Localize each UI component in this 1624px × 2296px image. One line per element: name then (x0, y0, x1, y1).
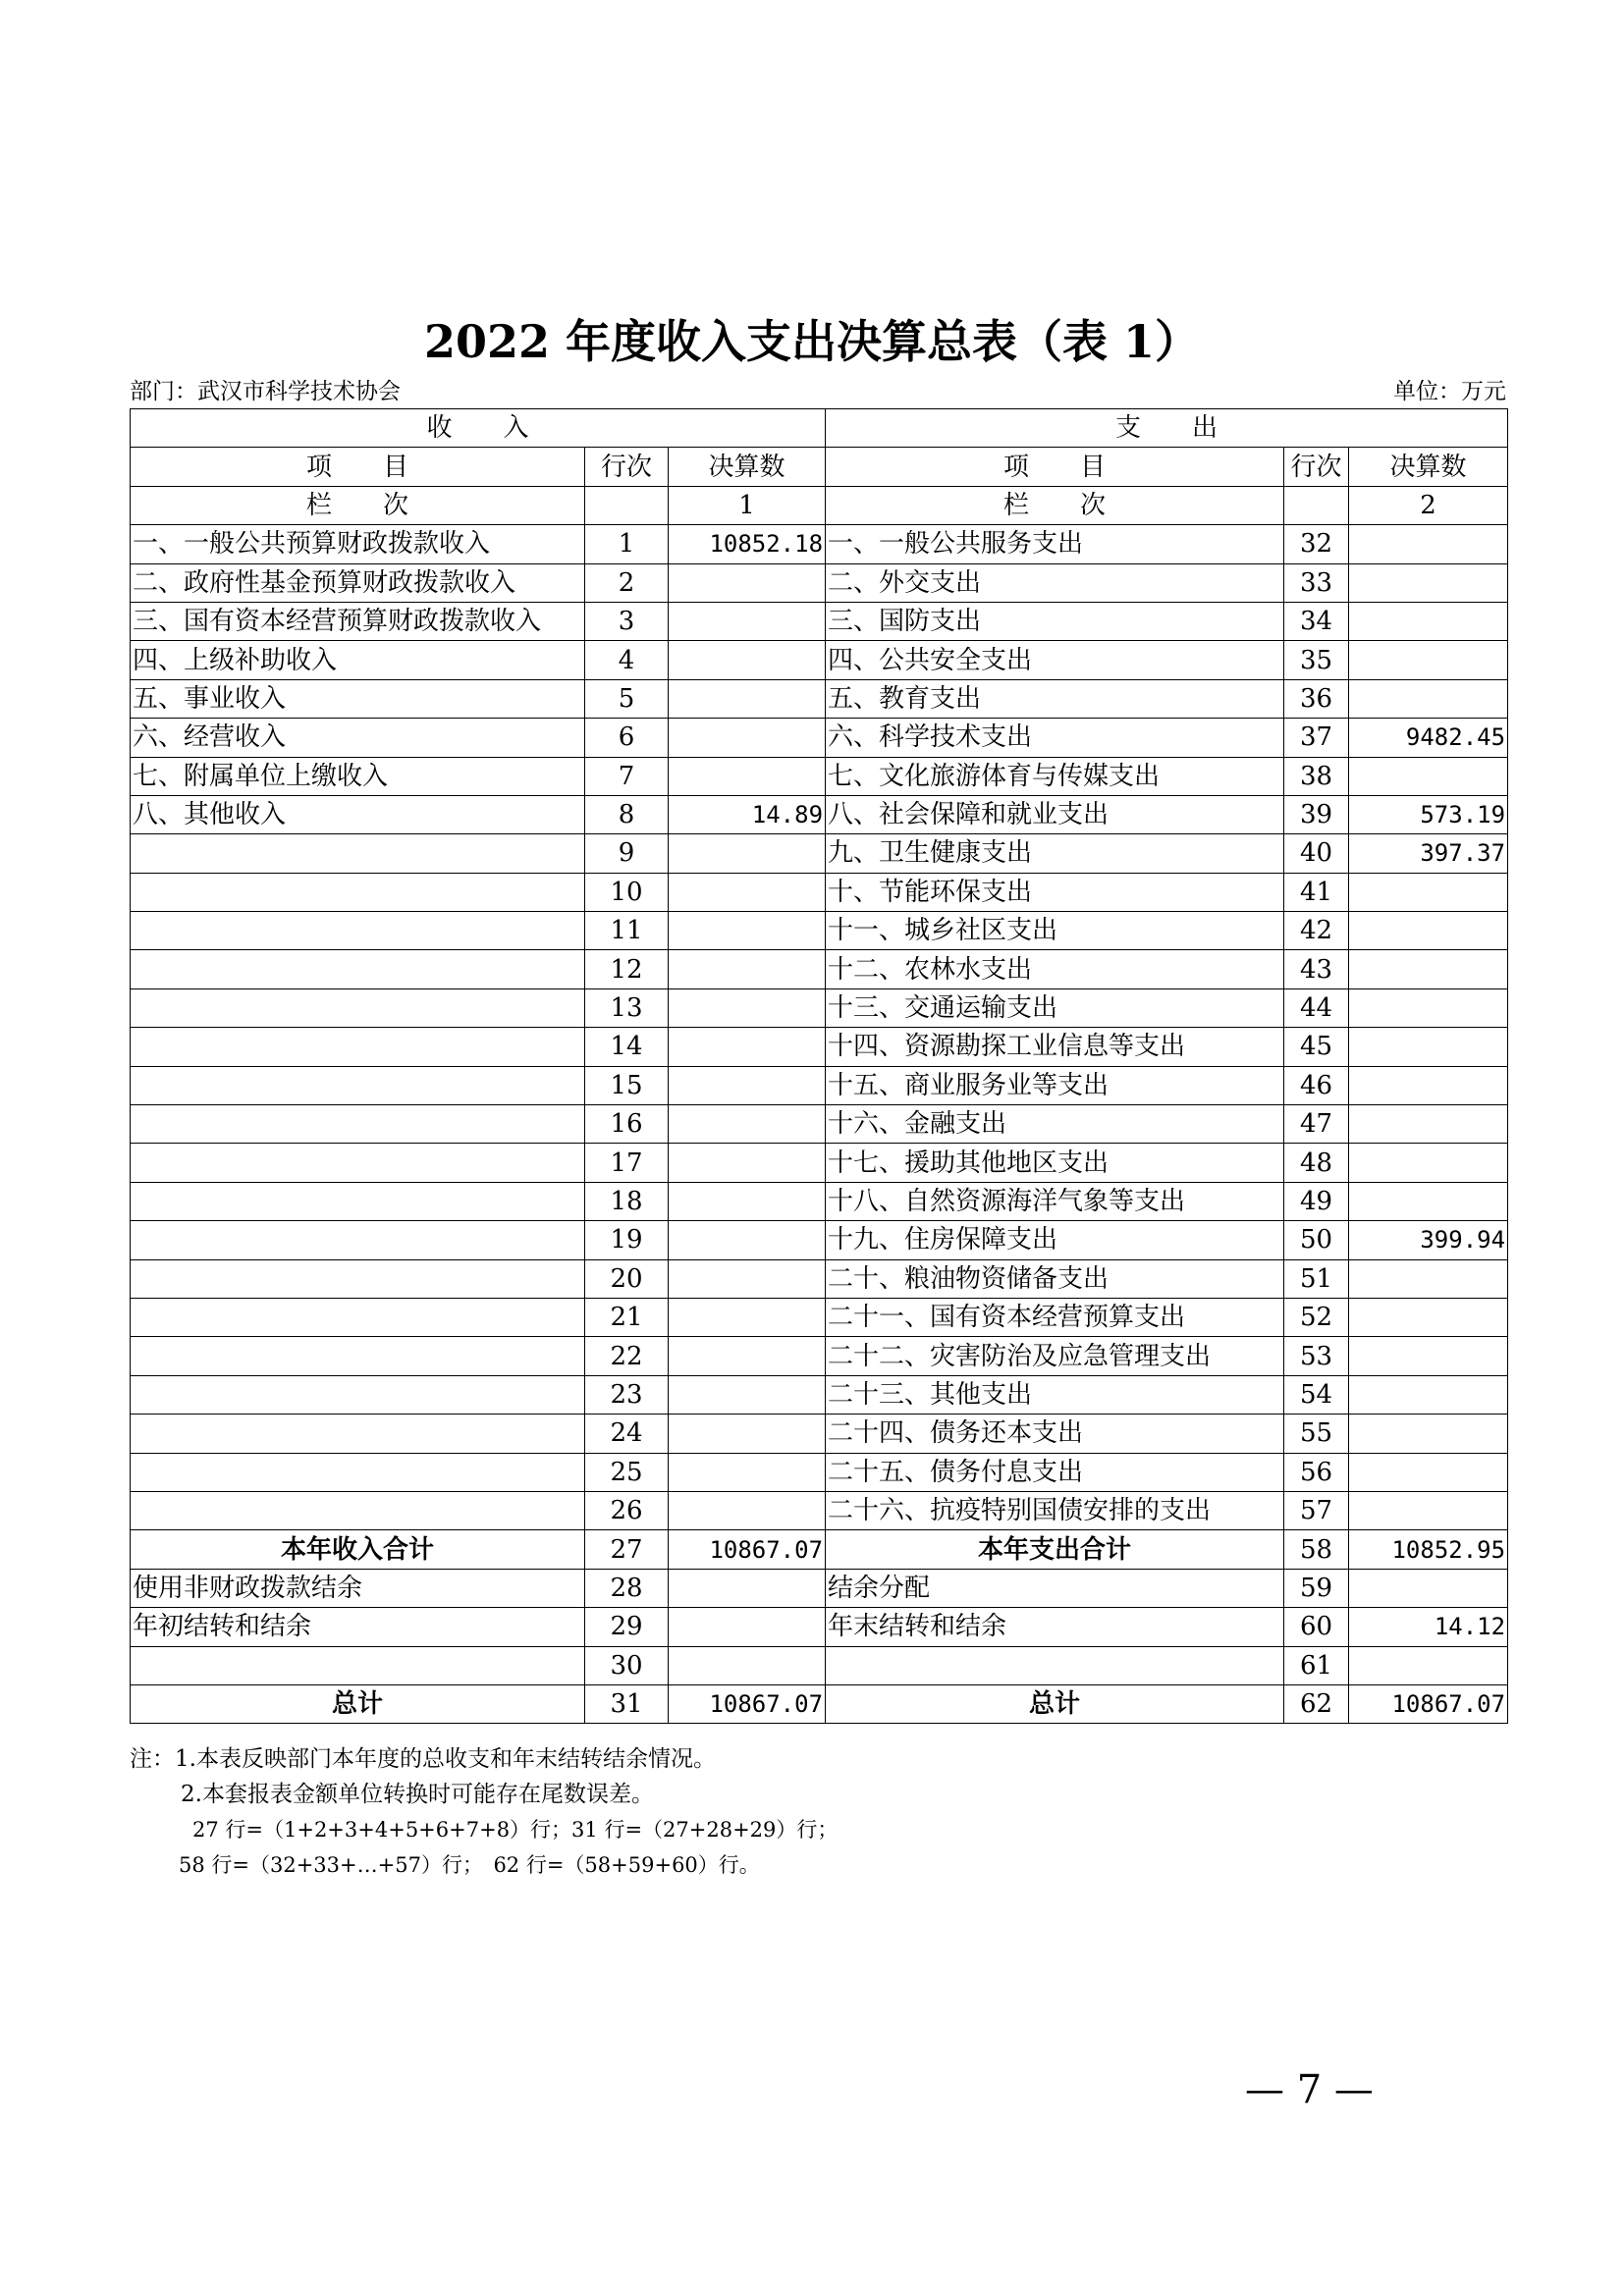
income-row-no-cell: 2 (585, 563, 669, 602)
expense-row-no-cell: 56 (1284, 1453, 1349, 1491)
income-amount-cell (669, 834, 826, 873)
expense-amount-cell: 399.94 (1349, 1221, 1508, 1259)
table-row (131, 1337, 1508, 1375)
income-item-cell: 二、政府性基金预算财政拨款收入 (131, 563, 585, 602)
expense-amount-cell (1349, 641, 1508, 679)
income-item-cell: 六、经营收入 (131, 719, 585, 757)
expense-item-cell: 二十一、国有资本经营预算支出 (826, 1298, 1284, 1336)
income-row-no-cell: 27 (585, 1530, 669, 1569)
unit-label: 单位：万元 (1393, 379, 1506, 404)
expense-item-cell: 二十三、其他支出 (826, 1375, 1284, 1414)
expense-amount-cell (1349, 1105, 1508, 1144)
table-row (131, 1028, 1508, 1066)
income-column-blank (585, 486, 669, 524)
expense-row-no-cell: 33 (1284, 563, 1349, 602)
expense-amount-cell (1349, 1453, 1508, 1491)
expense-row-no-cell: 48 (1284, 1144, 1349, 1182)
income-item-cell: 本年收入合计 (131, 1530, 585, 1569)
expense-amount-cell (1349, 1337, 1508, 1375)
table-row (131, 719, 1508, 757)
income-amount-cell (669, 757, 826, 795)
expense-item-cell: 四、公共安全支出 (826, 641, 1284, 679)
expense-row-no-cell: 47 (1284, 1105, 1349, 1144)
expense-row-no-cell: 58 (1284, 1530, 1349, 1569)
expense-amount-cell (1349, 757, 1508, 795)
expense-amount-cell (1349, 873, 1508, 911)
income-item-cell (131, 912, 585, 950)
table-row (131, 873, 1508, 911)
expense-amount-cell: 10867.07 (1349, 1684, 1508, 1723)
expense-row-no-cell: 35 (1284, 641, 1349, 679)
income-row-no-cell: 3 (585, 602, 669, 640)
income-row-no-cell: 22 (585, 1337, 669, 1375)
income-amount-cell (669, 602, 826, 640)
expense-amount-cell (1349, 1415, 1508, 1453)
expense-item-cell: 十四、资源勘探工业信息等支出 (826, 1028, 1284, 1066)
income-item-cell (131, 1144, 585, 1182)
note-formula-2: 58 行=（32+33+…+57）行； 62 行=（58+59+60）行。 (179, 1853, 760, 1877)
income-row-no-cell: 25 (585, 1453, 669, 1491)
table-row (131, 1221, 1508, 1259)
expense-item-cell: 六、科学技术支出 (826, 719, 1284, 757)
table-row (131, 757, 1508, 795)
income-item-cell: 一、一般公共预算财政拨款收入 (131, 525, 585, 563)
income-row-no-cell: 28 (585, 1569, 669, 1607)
expense-item-cell: 二十四、债务还本支出 (826, 1415, 1284, 1453)
income-row-no-cell: 31 (585, 1684, 669, 1723)
income-item-cell (131, 1298, 585, 1336)
income-amount-cell (669, 1259, 826, 1298)
table-total-row (131, 1684, 1508, 1723)
income-amount-cell (669, 641, 826, 679)
table-row (131, 1415, 1508, 1453)
table-body (131, 525, 1508, 1724)
table-row (131, 834, 1508, 873)
income-item-cell (131, 1453, 585, 1491)
income-row-no-cell: 21 (585, 1298, 669, 1336)
expense-row-no-cell: 53 (1284, 1337, 1349, 1375)
income-row-no-cell: 23 (585, 1375, 669, 1414)
expense-item-cell: 二、外交支出 (826, 563, 1284, 602)
table-total-row (131, 1530, 1508, 1569)
table-row (131, 679, 1508, 718)
table-row (131, 795, 1508, 833)
expense-item-header: 项 目 (826, 448, 1284, 486)
expense-amount-cell (1349, 1298, 1508, 1336)
income-item-cell (131, 873, 585, 911)
table-row (131, 1144, 1508, 1182)
expense-row-no-cell: 36 (1284, 679, 1349, 718)
income-amount-cell (669, 912, 826, 950)
income-amount-header: 决算数 (669, 448, 826, 486)
expense-item-cell: 结余分配 (826, 1569, 1284, 1607)
expense-item-cell: 年末结转和结余 (826, 1608, 1284, 1646)
expense-row-no-cell: 38 (1284, 757, 1349, 795)
income-column-label: 栏 次 (131, 486, 585, 524)
expense-item-cell: 十六、金融支出 (826, 1105, 1284, 1144)
expense-row-no-cell: 39 (1284, 795, 1349, 833)
income-item-cell (131, 1375, 585, 1414)
income-amount-cell (669, 1105, 826, 1144)
expense-amount-cell (1349, 1259, 1508, 1298)
income-item-cell (131, 1028, 585, 1066)
income-item-cell (131, 834, 585, 873)
income-amount-cell (669, 1298, 826, 1336)
expense-row-no-cell: 57 (1284, 1491, 1349, 1529)
income-amount-cell (669, 719, 826, 757)
income-item-cell (131, 988, 585, 1027)
income-amount-cell: 14.89 (669, 795, 826, 833)
expense-item-cell: 十九、住房保障支出 (826, 1221, 1284, 1259)
expense-item-cell: 二十五、债务付息支出 (826, 1453, 1284, 1491)
income-section-header: 收 入 (131, 409, 826, 448)
expense-row-no-cell: 41 (1284, 873, 1349, 911)
income-item-cell (131, 1491, 585, 1529)
expense-item-cell: 七、文化旅游体育与传媒支出 (826, 757, 1284, 795)
income-amount-cell (669, 1028, 826, 1066)
income-item-cell: 年初结转和结余 (131, 1608, 585, 1646)
income-row-no-cell: 5 (585, 679, 669, 718)
expense-amount-cell: 10852.95 (1349, 1530, 1508, 1569)
income-amount-cell (669, 988, 826, 1027)
expense-item-cell: 本年支出合计 (826, 1530, 1284, 1569)
income-amount-cell (669, 1415, 826, 1453)
income-row-no-cell: 4 (585, 641, 669, 679)
income-row-no-cell: 13 (585, 988, 669, 1027)
expense-amount-cell (1349, 1491, 1508, 1529)
table-row (131, 912, 1508, 950)
income-row-no-cell: 16 (585, 1105, 669, 1144)
income-amount-cell (669, 873, 826, 911)
table-row (131, 1066, 1508, 1104)
expense-amount-cell (1349, 1182, 1508, 1220)
expense-amount-cell (1349, 912, 1508, 950)
table-row (131, 1646, 1508, 1684)
table-row (131, 1375, 1508, 1414)
expense-amount-cell: 9482.45 (1349, 719, 1508, 757)
expense-row-no-cell: 40 (1284, 834, 1349, 873)
expense-amount-cell (1349, 1066, 1508, 1104)
note-line-2: 2.本套报表金额单位转换时可能存在尾数误差。 (181, 1782, 654, 1807)
income-amount-cell (669, 1066, 826, 1104)
income-row-no-cell: 17 (585, 1144, 669, 1182)
income-amount-cell (669, 1491, 826, 1529)
expense-item-cell: 总计 (826, 1684, 1284, 1723)
income-amount-cell (669, 1646, 826, 1684)
expense-amount-cell: 573.19 (1349, 795, 1508, 833)
expense-item-cell: 十八、自然资源海洋气象等支出 (826, 1182, 1284, 1220)
expense-column-label: 栏 次 (826, 486, 1284, 524)
income-row-no-cell: 26 (585, 1491, 669, 1529)
expense-column-index: 2 (1349, 486, 1508, 524)
income-row-no-cell: 1 (585, 525, 669, 563)
income-item-cell: 八、其他收入 (131, 795, 585, 833)
income-item-cell (131, 1105, 585, 1144)
income-amount-cell (669, 950, 826, 988)
income-item-cell (131, 1221, 585, 1259)
table-row (131, 1491, 1508, 1529)
notes (130, 1741, 838, 1883)
income-item-cell (131, 1415, 585, 1453)
department-label: 部门：武汉市科学技术协会 (130, 379, 401, 404)
table-row (131, 1298, 1508, 1336)
income-row-no-cell: 24 (585, 1415, 669, 1453)
expense-row-no-cell: 62 (1284, 1684, 1349, 1723)
income-row-no-cell: 18 (585, 1182, 669, 1220)
income-amount-cell (669, 1337, 826, 1375)
note-formula-1: 27 行=（1+2+3+4+5+6+7+8）行；31 行=（27+28+29）行； (192, 1818, 839, 1842)
expense-amount-cell: 14.12 (1349, 1608, 1508, 1646)
income-item-cell (131, 1646, 585, 1684)
expense-section-header: 支 出 (826, 409, 1508, 448)
expense-row-no-cell: 43 (1284, 950, 1349, 988)
income-amount-cell (669, 1608, 826, 1646)
income-row-no-cell: 11 (585, 912, 669, 950)
expense-amount-cell (1349, 563, 1508, 602)
table-row (131, 1105, 1508, 1144)
document-title: 2022 年度收入支出决算总表（表 1） (423, 315, 1201, 368)
income-item-cell (131, 1259, 585, 1298)
income-row-no-cell: 10 (585, 873, 669, 911)
expense-item-cell: 五、教育支出 (826, 679, 1284, 718)
income-amount-cell (669, 1221, 826, 1259)
income-item-cell (131, 1066, 585, 1104)
expense-row-no-cell: 37 (1284, 719, 1349, 757)
income-item-cell (131, 1337, 585, 1375)
expense-row-no-cell: 52 (1284, 1298, 1349, 1336)
income-item-cell (131, 950, 585, 988)
income-expense-table (130, 408, 1508, 1724)
expense-row-no-cell: 46 (1284, 1066, 1349, 1104)
expense-amount-cell (1349, 679, 1508, 718)
income-item-cell: 四、上级补助收入 (131, 641, 585, 679)
expense-item-cell: 十、节能环保支出 (826, 873, 1284, 911)
income-amount-cell (669, 1375, 826, 1414)
expense-amount-cell (1349, 1569, 1508, 1607)
income-item-header: 项 目 (131, 448, 585, 486)
column-header-row (131, 448, 1508, 486)
expense-item-cell: 十三、交通运输支出 (826, 988, 1284, 1027)
expense-amount-cell (1349, 1028, 1508, 1066)
table-row (131, 1182, 1508, 1220)
expense-item-cell (826, 1646, 1284, 1684)
expense-row-no-cell: 32 (1284, 525, 1349, 563)
expense-amount-cell (1349, 988, 1508, 1027)
expense-column-blank (1284, 486, 1349, 524)
income-item-cell (131, 1182, 585, 1220)
expense-row-no-cell: 55 (1284, 1415, 1349, 1453)
income-amount-cell: 10867.07 (669, 1530, 826, 1569)
expense-amount-cell (1349, 602, 1508, 640)
income-amount-cell (669, 1453, 826, 1491)
income-item-cell: 总计 (131, 1684, 585, 1723)
expense-item-cell: 十二、农林水支出 (826, 950, 1284, 988)
expense-row-no-cell: 44 (1284, 988, 1349, 1027)
expense-item-cell: 三、国防支出 (826, 602, 1284, 640)
income-row-no-cell: 15 (585, 1066, 669, 1104)
table-row (131, 1259, 1508, 1298)
income-amount-cell (669, 679, 826, 718)
income-row-no-cell: 19 (585, 1221, 669, 1259)
expense-item-cell: 九、卫生健康支出 (826, 834, 1284, 873)
expense-amount-cell (1349, 1646, 1508, 1684)
table-row (131, 525, 1508, 563)
income-row-no-cell: 30 (585, 1646, 669, 1684)
expense-amount-cell: 397.37 (1349, 834, 1508, 873)
table-row (131, 1608, 1508, 1646)
expense-item-cell: 十七、援助其他地区支出 (826, 1144, 1284, 1182)
income-row-no-header: 行次 (585, 448, 669, 486)
income-row-no-cell: 12 (585, 950, 669, 988)
expense-amount-cell (1349, 1375, 1508, 1414)
page-number: — 7 — (1245, 2067, 1374, 2112)
income-row-no-cell: 20 (585, 1259, 669, 1298)
expense-row-no-cell: 49 (1284, 1182, 1349, 1220)
expense-item-cell: 八、社会保障和就业支出 (826, 795, 1284, 833)
income-amount-cell (669, 1144, 826, 1182)
expense-row-no-cell: 60 (1284, 1608, 1349, 1646)
income-row-no-cell: 9 (585, 834, 669, 873)
expense-row-no-cell: 45 (1284, 1028, 1349, 1066)
income-amount-cell: 10852.18 (669, 525, 826, 563)
expense-item-cell: 十五、商业服务业等支出 (826, 1066, 1284, 1104)
expense-amount-cell (1349, 1144, 1508, 1182)
expense-item-cell: 二十二、灾害防治及应急管理支出 (826, 1337, 1284, 1375)
expense-item-cell: 十一、城乡社区支出 (826, 912, 1284, 950)
income-row-no-cell: 6 (585, 719, 669, 757)
expense-row-no-cell: 61 (1284, 1646, 1349, 1684)
expense-row-no-cell: 51 (1284, 1259, 1349, 1298)
table-row (131, 602, 1508, 640)
income-amount-cell (669, 1569, 826, 1607)
table-row (131, 641, 1508, 679)
expense-item-cell: 一、一般公共服务支出 (826, 525, 1284, 563)
table-row (131, 563, 1508, 602)
income-item-cell: 使用非财政拨款结余 (131, 1569, 585, 1607)
expense-row-no-cell: 50 (1284, 1221, 1349, 1259)
expense-item-cell: 二十、粮油物资储备支出 (826, 1259, 1284, 1298)
section-header-row (131, 409, 1508, 448)
expense-row-no-cell: 54 (1284, 1375, 1349, 1414)
table-row (131, 1569, 1508, 1607)
income-row-no-cell: 14 (585, 1028, 669, 1066)
income-column-index: 1 (669, 486, 826, 524)
income-item-cell: 三、国有资本经营预算财政拨款收入 (131, 602, 585, 640)
table-row (131, 988, 1508, 1027)
income-row-no-cell: 29 (585, 1608, 669, 1646)
income-amount-cell (669, 563, 826, 602)
expense-row-no-cell: 34 (1284, 602, 1349, 640)
expense-row-no-cell: 42 (1284, 912, 1349, 950)
expense-amount-cell (1349, 950, 1508, 988)
table-row (131, 950, 1508, 988)
income-item-cell: 五、事业收入 (131, 679, 585, 718)
expense-amount-header: 决算数 (1349, 448, 1508, 486)
income-row-no-cell: 7 (585, 757, 669, 795)
income-row-no-cell: 8 (585, 795, 669, 833)
expense-amount-cell (1349, 525, 1508, 563)
income-amount-cell: 10867.07 (669, 1684, 826, 1723)
note-line-1: 注：1.本表反映部门本年度的总收支和年末结转结余情况。 (130, 1746, 716, 1772)
expense-item-cell: 二十六、抗疫特别国债安排的支出 (826, 1491, 1284, 1529)
expense-row-no-header: 行次 (1284, 448, 1349, 486)
column-index-row (131, 486, 1508, 524)
income-amount-cell (669, 1182, 826, 1220)
income-item-cell: 七、附属单位上缴收入 (131, 757, 585, 795)
expense-row-no-cell: 59 (1284, 1569, 1349, 1607)
table-row (131, 1453, 1508, 1491)
